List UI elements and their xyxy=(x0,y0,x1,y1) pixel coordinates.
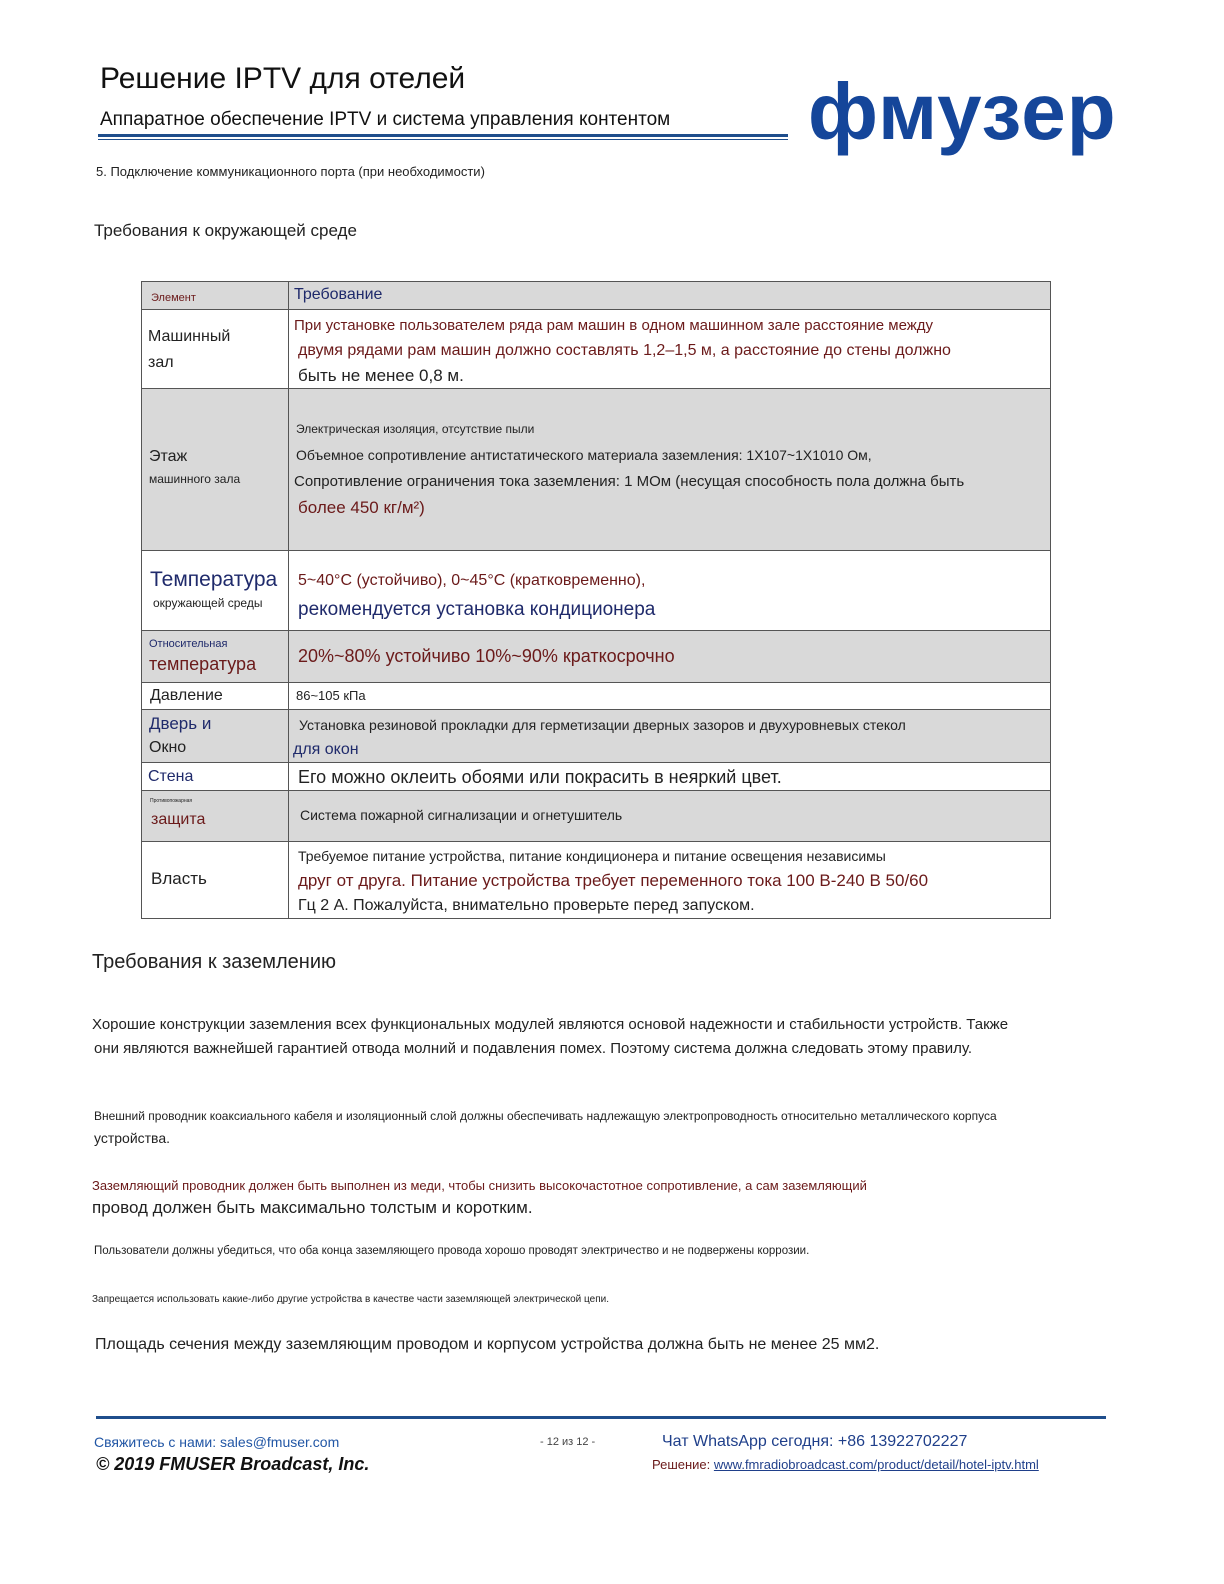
column-header-element: Элемент xyxy=(151,292,196,304)
table-row xyxy=(142,710,1051,763)
element-label: Противопожарная xyxy=(150,798,193,804)
element-label: окружающей среды xyxy=(153,596,263,610)
requirement-text: При установке пользователем ряда рам машин в одном машинном зале расстояние между xyxy=(294,317,934,334)
page-number: - 12 из 12 - xyxy=(540,1436,596,1448)
footer-divider xyxy=(96,1416,1106,1419)
solution-url-link[interactable]: www.fmradiobroadcast.com/product/detail/hotel-iptv.html xyxy=(713,1457,1039,1472)
grounding-paragraph-4: Запрещается использовать какие-либо другие устройства в качестве части заземляющей электрической цепи. xyxy=(92,1294,610,1305)
grounding-paragraph-5: Площадь сечения между заземляющим проводом и корпусом устройства должна быть не менее 25 мм2. xyxy=(95,1336,880,1353)
solution-label: Решение: xyxy=(652,1457,714,1472)
element-label: Стена xyxy=(148,768,194,785)
requirement-text: 5~40°C (устойчиво), 0~45°C (кратковременно), xyxy=(298,572,646,589)
requirement-text: рекомендуется установка кондиционера xyxy=(298,599,656,620)
requirement-text: Установка резиновой прокладки для герметизации дверных зазоров и двухуровневых стекол xyxy=(299,717,906,733)
header-divider-thin xyxy=(98,139,788,140)
environment-requirements-table xyxy=(141,281,1051,919)
requirement-text: быть не менее 0,8 м. xyxy=(298,366,464,385)
requirement-text: Сопротивление ограничения тока заземления: 1 МОм (несущая способность пола должна быть xyxy=(294,473,965,490)
element-label: Машинный xyxy=(148,328,231,345)
element-label: зал xyxy=(148,354,174,371)
whatsapp-contact[interactable]: Чат WhatsApp сегодня: +86 13922702227 xyxy=(662,1433,968,1450)
grounding-paragraph-3: Пользователи должны убедиться, что оба конца заземляющего провода хорошо проводят электричество и не подвержены коррозии. xyxy=(94,1245,810,1257)
paragraph-line: Заземляющий проводник должен быть выполнен из меди, чтобы снизить высокочастотное сопротивление, а сам заземляющий xyxy=(92,1178,867,1193)
requirement-text: 86~105 кПа xyxy=(296,688,366,703)
requirement-text: 20%~80% устойчиво 10%~90% краткосрочно xyxy=(298,646,675,666)
table-row xyxy=(142,842,1051,919)
contact-email[interactable]: Свяжитесь с нами: sales@fmuser.com xyxy=(94,1434,340,1450)
copyright-notice: © 2019 FMUSER Broadcast, Inc. xyxy=(96,1454,370,1474)
table-row xyxy=(142,551,1051,631)
table-row xyxy=(142,763,1051,791)
header-divider xyxy=(98,134,788,137)
table-row xyxy=(142,389,1051,551)
paragraph-line: устройства. xyxy=(94,1130,171,1146)
table-row xyxy=(142,310,1051,389)
requirement-text: двумя рядами рам машин должно составлять 1,2–1,5 м, а расстояние до стены должно xyxy=(298,342,951,359)
requirement-text: Требуемое питание устройства, питание кондиционера и питание освещения независимы xyxy=(298,848,886,864)
table-row xyxy=(142,683,1051,710)
fmuser-logo: фмузер xyxy=(808,67,1117,156)
paragraph-line: они являются важнейшей гарантией отвода молний и подавления помех. Поэтому система должна следовать этому правилу. xyxy=(94,1040,973,1057)
requirement-text: Электрическая изоляция, отсутствие пыли xyxy=(296,422,535,436)
requirement-text: Система пожарной сигнализации и огнетушитель xyxy=(300,807,623,823)
solution-link-line xyxy=(652,1457,1039,1472)
column-header-requirement: Требование xyxy=(294,286,383,303)
element-label: защита xyxy=(151,811,206,828)
requirement-text: Гц 2 А. Пожалуйста, внимательно проверьте перед запуском. xyxy=(298,897,755,914)
requirement-text: Его можно оклеить обоями или покрасить в неяркий цвет. xyxy=(298,767,782,787)
element-label: Температура xyxy=(150,568,278,591)
element-label: Окно xyxy=(149,739,187,756)
element-label: Власть xyxy=(151,869,207,888)
element-label: Дверь и xyxy=(149,714,212,733)
grounding-section-title: Требования к заземлению xyxy=(92,951,337,973)
table-header-row xyxy=(142,282,1051,310)
paragraph-line: провод должен быть максимально толстым и коротким. xyxy=(92,1198,533,1217)
element-label: температура xyxy=(149,654,257,674)
grounding-paragraph-1 xyxy=(94,1105,997,1149)
grounding-paragraph-2 xyxy=(92,1176,867,1220)
requirement-text: для окон xyxy=(293,741,359,758)
element-label: Относительная xyxy=(149,638,228,650)
requirement-text: друг от друга. Питание устройства требует переменного тока 100 В-240 В 50/60 xyxy=(298,871,929,890)
document-subtitle: Аппаратное обеспечение IPTV и система управления контентом xyxy=(100,109,671,130)
requirement-text: более 450 кг/м²) xyxy=(298,498,425,517)
grounding-intro xyxy=(92,1013,1008,1061)
requirement-text: Объемное сопротивление антистатического материала заземления: 1X107~1X1010 Ом, xyxy=(296,447,872,463)
paragraph-line: Внешний проводник коаксиального кабеля и изоляционный слой должны обеспечивать надлежащую электропроводность относительно металлического корпуса xyxy=(94,1109,997,1123)
element-label: машинного зала xyxy=(149,472,241,486)
element-label: Давление xyxy=(150,687,223,704)
table-row xyxy=(142,791,1051,842)
element-label: Этаж xyxy=(149,448,188,465)
paragraph-line: Хорошие конструкции заземления всех функциональных модулей являются основой надежности и стабильности устройств. Также xyxy=(92,1016,1009,1033)
port-connection-note: 5. Подключение коммуникационного порта (при необходимости) xyxy=(96,164,485,179)
document-title: Решение IPTV для отелей xyxy=(100,62,466,95)
environment-section-title: Требования к окружающей среде xyxy=(94,221,357,240)
table-row xyxy=(142,631,1051,683)
